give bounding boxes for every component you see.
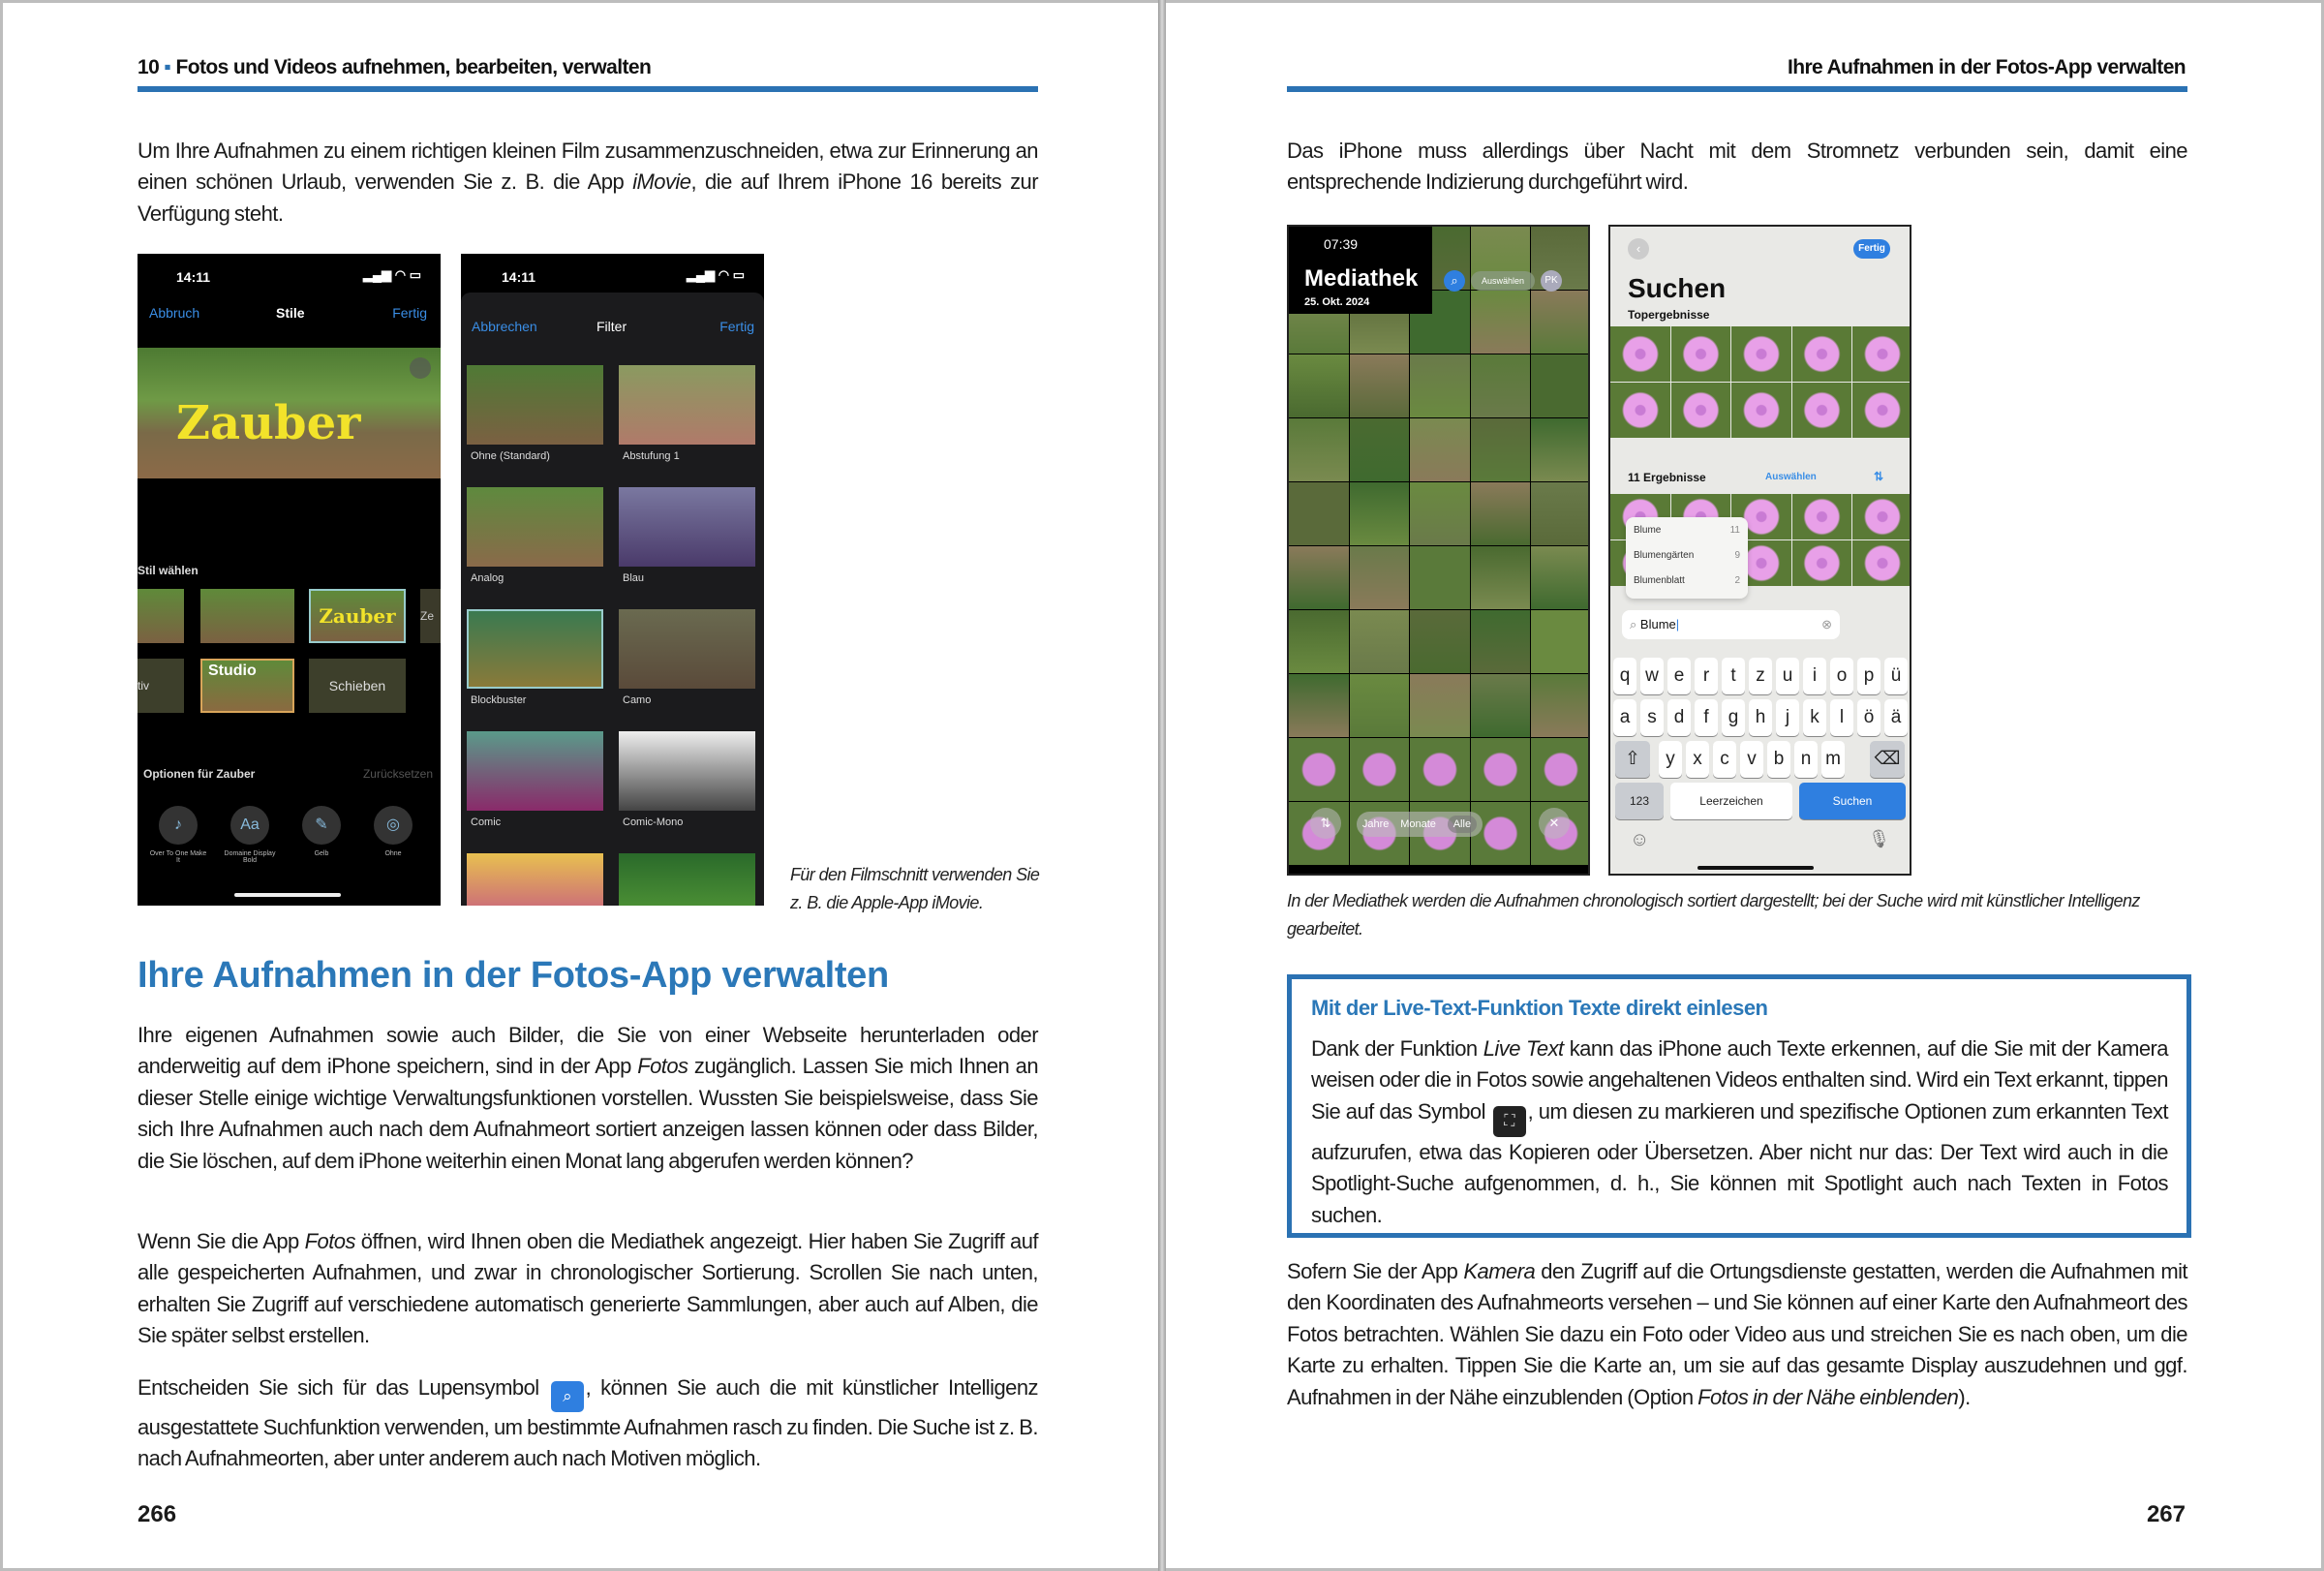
photo-thumbnail[interactable] [1410, 418, 1470, 481]
sort-icon[interactable]: ⇅ [1310, 808, 1341, 839]
keyboard-key[interactable]: w [1640, 658, 1664, 694]
segment-all[interactable]: Alle [1448, 816, 1477, 833]
photo-thumbnail[interactable] [1531, 610, 1590, 673]
photo-thumbnail[interactable] [1350, 546, 1410, 609]
style-thumb[interactable]: tiv [138, 659, 184, 713]
photo-thumbnail[interactable] [1852, 383, 1911, 438]
photo-thumbnail[interactable] [1471, 418, 1531, 481]
cancel-button[interactable]: Abbruch [149, 305, 200, 321]
keyboard-key[interactable]: x [1686, 741, 1709, 778]
keyboard-key[interactable]: h [1749, 699, 1772, 736]
keyboard-key[interactable]: b [1767, 741, 1790, 778]
running-header: Ihre Aufnahmen in der Fotos-App verwalten [1788, 56, 2186, 78]
keyboard-key[interactable]: ä [1884, 699, 1908, 736]
preview-image [138, 348, 441, 478]
backspace-key[interactable]: ⌫ [1870, 741, 1905, 778]
suggestion-term[interactable]: Blumenblatt [1634, 575, 1685, 586]
filter-label: Comic [471, 816, 502, 828]
filter-thumbnail[interactable] [467, 731, 603, 811]
header-rule [138, 86, 1038, 92]
select-button[interactable]: Auswählen [1765, 472, 1817, 482]
keyboard-key[interactable]: t [1722, 658, 1745, 694]
keyboard-key[interactable]: r [1695, 658, 1718, 694]
style-thumb[interactable]: Schieben [309, 659, 406, 713]
keyboard-key[interactable]: p [1857, 658, 1881, 694]
filter-label: Analog [471, 572, 505, 584]
filter-label: Camo [623, 694, 652, 706]
photo-thumbnail[interactable] [1410, 610, 1470, 673]
screen-title: Stile [276, 305, 305, 321]
keyboard-key[interactable]: z [1749, 658, 1772, 694]
keyboard-key[interactable]: f [1695, 699, 1718, 736]
photo-thumbnail[interactable] [1471, 291, 1531, 354]
book-spine [1158, 0, 1166, 1571]
filter-thumbnail[interactable] [619, 731, 755, 811]
keyboard-key[interactable]: e [1667, 658, 1691, 694]
option-button[interactable]: ♪ [159, 806, 198, 845]
photo-thumbnail[interactable] [1531, 291, 1590, 354]
right-page [1166, 0, 2324, 1571]
option-label: Over To One Make It [149, 850, 207, 864]
option-button[interactable]: ✎ [302, 806, 341, 845]
top-results-label: Topergebnisse [1628, 308, 1710, 322]
photo-thumbnail[interactable] [1471, 354, 1531, 417]
photo-thumbnail[interactable] [1410, 546, 1470, 609]
home-indicator [1697, 866, 1814, 870]
cancel-button[interactable]: Abbrechen [472, 319, 537, 334]
photo-thumbnail[interactable] [1289, 738, 1349, 801]
numbers-key[interactable]: 123 [1615, 783, 1664, 819]
photo-thumbnail[interactable] [1350, 354, 1410, 417]
paragraph: Wenn Sie die App Fotos öffnen, wird Ihnen oben die Mediathek angezeigt. Hier haben Sie Zugriff auf alle gespeicherten Aufnahmen, und zwar in chronologischer Sortierung. Scrollen Sie nach unten, erhalten Sie Zugriff auf verschiedene automatisch generierte Sammlungen, aber auch auf Alben, die Sie später selbst erstellen. [138, 1229, 1038, 1348]
filter-thumbnail[interactable] [619, 487, 755, 567]
keyboard-key[interactable]: m [1821, 741, 1845, 778]
clear-icon[interactable]: ⊗ [1821, 617, 1832, 631]
done-button[interactable]: Fertig [392, 305, 427, 321]
intro-paragraph: Das iPhone muss allerdings über Nacht mit dem Stromnetz verbunden sein, damit eine entsprechende Indizierung durchgeführt wird. [1287, 139, 2187, 195]
status-time: 14:11 [176, 269, 211, 285]
photo-thumbnail[interactable] [1289, 354, 1349, 417]
photo-thumbnail[interactable] [1289, 482, 1349, 545]
filter-thumbnail[interactable] [619, 609, 755, 689]
search-query: Blume [1639, 617, 1676, 631]
filter-label: Abstufung 1 [623, 450, 680, 462]
photo-thumbnail[interactable] [1350, 482, 1410, 545]
photo-thumbnail[interactable] [1531, 674, 1590, 737]
select-button[interactable]: Auswählen [1471, 271, 1535, 291]
date-label: 25. Okt. 2024 [1304, 296, 1370, 308]
bullet-separator: ▪ [164, 56, 171, 78]
filter-thumbnail[interactable] [619, 365, 755, 445]
photo-thumbnail[interactable] [1350, 418, 1410, 481]
photo-thumbnail[interactable] [1410, 354, 1470, 417]
photo-thumbnail[interactable] [1471, 674, 1531, 737]
keyboard-key[interactable]: g [1722, 699, 1745, 736]
screenshot-imovie-styles [138, 254, 441, 906]
screenshot-photos-library [1287, 225, 1590, 876]
figure-caption: In der Mediathek werden die Aufnahmen chronologisch sortiert dargestellt; bei der Suche wird mit künstlicher Intelligenz gearbeitet. [1287, 891, 2140, 939]
suggestion-term[interactable]: Blumengärten [1634, 550, 1695, 561]
back-icon[interactable]: ‹ [1628, 238, 1649, 260]
filter-thumbnail[interactable] [467, 609, 603, 689]
style-thumb[interactable] [200, 589, 294, 643]
options-title: Optionen für Zauber [143, 767, 256, 781]
keyboard-key[interactable]: d [1667, 699, 1691, 736]
screen-title: Suchen [1628, 273, 1727, 303]
photo-thumbnail[interactable] [1531, 546, 1590, 609]
figure-caption: Für den Filmschnitt verwenden Sie z. B. die Apple-App iMovie. [790, 865, 1040, 912]
photo-thumbnail[interactable] [1410, 482, 1470, 545]
photo-thumbnail[interactable] [1731, 383, 1791, 438]
photo-thumbnail[interactable] [1350, 738, 1410, 801]
magnifier-icon: ⌕ [551, 1381, 584, 1412]
paragraph: Sofern Sie der App Kamera den Zugriff auf die Ortungsdienste gestatten, werden die Aufnahmen mit den Koordinaten des Aufnahmeorts versehen – und Sie können auf einer Karte den Aufnahmeort des Fotos betrachten. Wählen Sie dazu ein Foto oder Video aus und streichen Sie es nach oben, um die Karte zu erhalten. Tippen Sie die Karte an, um sie auf das gesamte Display auszudehnen und ggf. Aufnahmen in der Nähe einzublenden (Option Fotos in der Nähe einblenden). [1287, 1259, 2187, 1409]
results-count: 11 Ergebnisse [1628, 471, 1706, 484]
paragraph: Ihre eigenen Aufnahmen sowie auch Bilder, die Sie von einer Webseite herunterladen oder anderweitig auf dem iPhone speichern, sind in der App Fotos zugänglich. Lassen Sie mich Ihnen an dieser Stelle einige wichtige Verwaltungsfunktionen vorstellen. Wussten Sie beispielsweise, dass Sie sich Ihre Aufnahmen auch nach dem Aufnahmeort sortiert anzeigen lassen können oder dass Bilder, die Sie löschen, auf dem iPhone weiterhin einen Monat lang abgerufen werden können? [138, 1023, 1039, 1173]
photo-thumbnail[interactable] [1610, 326, 1670, 382]
page-number: 266 [138, 1501, 177, 1527]
chapter-number: 10 [138, 56, 160, 78]
photo-thumbnail[interactable] [1671, 326, 1731, 382]
home-indicator [234, 893, 341, 897]
photo-thumbnail[interactable] [1531, 354, 1590, 417]
keyboard-key[interactable]: y [1659, 741, 1682, 778]
title-overlay: Zauber [176, 396, 361, 450]
keyboard-key[interactable]: ö [1857, 699, 1881, 736]
keyboard-key[interactable]: l [1830, 699, 1853, 736]
view-segmented-control[interactable] [1357, 812, 1483, 837]
section-heading: Ihre Aufnahmen in der Fotos-App verwalten [138, 955, 889, 996]
filter-thumbnail[interactable] [467, 487, 603, 567]
photo-thumbnail[interactable] [1852, 540, 1911, 586]
option-label: Domaine Display Bold [224, 850, 276, 864]
left-page [0, 0, 1161, 1571]
filter-thumbnail[interactable] [619, 853, 755, 906]
avatar[interactable]: PK [1541, 270, 1562, 292]
photo-thumbnail[interactable] [1852, 494, 1911, 539]
photo-thumbnail[interactable] [1350, 610, 1410, 673]
close-icon[interactable]: ✕ [1539, 808, 1570, 839]
photo-thumbnail[interactable] [1792, 326, 1852, 382]
space-key[interactable]: Leerzeichen [1670, 783, 1792, 819]
segment-months[interactable]: Monate [1400, 818, 1436, 830]
emoji-icon[interactable]: ☺ [1630, 829, 1650, 850]
shift-key[interactable]: ⇧ [1615, 741, 1650, 778]
header-rule [1287, 86, 2187, 92]
screen-title: Filter [596, 319, 627, 334]
keyboard-key[interactable]: j [1776, 699, 1799, 736]
photo-thumbnail[interactable] [1792, 540, 1852, 586]
keyboard-key[interactable]: i [1803, 658, 1826, 694]
filter-label: Blau [623, 572, 645, 584]
status-time: 14:11 [502, 269, 536, 285]
keyboard-key[interactable]: ü [1884, 658, 1908, 694]
style-thumb[interactable]: Studio [200, 659, 294, 713]
style-thumb[interactable]: Ze [420, 589, 441, 643]
photo-thumbnail[interactable] [1471, 610, 1531, 673]
running-header [138, 56, 651, 79]
photo-thumbnail[interactable] [1289, 674, 1349, 737]
photo-thumbnail[interactable] [1289, 418, 1349, 481]
keyboard-key[interactable]: s [1640, 699, 1664, 736]
tip-box [1287, 974, 2191, 1238]
filter-thumbnail[interactable] [467, 853, 603, 906]
option-button[interactable]: ◎ [374, 806, 413, 845]
photo-thumbnail[interactable] [1471, 738, 1531, 801]
reset-button[interactable]: Zurücksetzen [362, 767, 433, 781]
keyboard-key[interactable]: q [1613, 658, 1636, 694]
chapter-title: Fotos und Videos aufnehmen, bearbeiten, verwalten [175, 56, 652, 78]
sort-icon[interactable]: ⇅ [1874, 470, 1884, 483]
photo-thumbnail[interactable] [1671, 383, 1731, 438]
photo-thumbnail[interactable] [1852, 326, 1911, 382]
photo-thumbnail[interactable] [1410, 674, 1470, 737]
photo-thumbnail[interactable] [1531, 418, 1590, 481]
screenshot-imovie-filters [461, 254, 764, 906]
style-thumb-selected[interactable]: Zauber [309, 589, 406, 643]
section-label: Stil wählen [138, 564, 199, 577]
filter-label: Blockbuster [471, 694, 527, 706]
keyboard-key[interactable]: a [1613, 699, 1636, 736]
status-icons: ▂▄▆ ◠ ▭ [362, 267, 421, 282]
status-time: 07:39 [1324, 236, 1359, 252]
option-button[interactable]: Aa [230, 806, 269, 845]
search-input[interactable]: ⌕ Blume| ⊗ [1622, 610, 1840, 639]
photo-thumbnail[interactable] [1792, 494, 1852, 539]
keyboard-key[interactable]: k [1803, 699, 1826, 736]
search-icon[interactable]: ⌕ [1444, 270, 1465, 292]
filter-label: Comic-Mono [623, 816, 684, 828]
option-label: Gelb [314, 850, 329, 857]
search-key[interactable]: Suchen [1799, 783, 1906, 819]
photo-thumbnail[interactable] [1471, 482, 1531, 545]
search-icon: ⌕ [1630, 617, 1640, 631]
keyboard-key[interactable]: o [1830, 658, 1853, 694]
screen-title: Mediathek [1304, 265, 1419, 292]
tip-title: Mit der Live-Text-Funktion Texte direkt einlesen [1311, 996, 1768, 1020]
suggestion-count: 2 [1734, 575, 1740, 586]
magic-icon[interactable] [410, 357, 431, 379]
segment-years[interactable]: Jahre [1361, 818, 1390, 830]
suggestion-term[interactable]: Blume [1634, 525, 1662, 536]
photo-thumbnail[interactable] [1471, 802, 1531, 865]
live-text-icon: ⛶ [1493, 1106, 1526, 1137]
done-button[interactable]: Fertig [1853, 239, 1890, 259]
microphone-icon[interactable]: 🎙 [1868, 829, 1890, 848]
page-number: 267 [2146, 1501, 2186, 1527]
photo-thumbnail[interactable] [1531, 482, 1590, 545]
photo-thumbnail[interactable] [1731, 326, 1791, 382]
paragraph: Entscheiden Sie sich für das Lupensymbol ⌕ , können Sie auch die mit künstlicher Intelligenz ausgestattete Suchfunktion verwenden, um bestimmte Aufnahmen rasch zu finden. Die Suche ist z. B. nach Aufnahmeorten, aber unter anderem auch nach Motiven möglich. [138, 1375, 1038, 1471]
photo-thumbnail[interactable] [1289, 610, 1349, 673]
keyboard-key[interactable]: v [1740, 741, 1763, 778]
photo-thumbnail[interactable] [1410, 738, 1470, 801]
done-button[interactable]: Fertig [719, 319, 754, 334]
keyboard-key[interactable]: n [1794, 741, 1818, 778]
photo-thumbnail[interactable] [1350, 674, 1410, 737]
tip-text: Dank der Funktion Live Text kann das iPhone auch Texte erkennen, auf die Sie mit der Kamera weisen oder die in Fotos sowie angehaltenen Videos enthalten sind. Wird ein Text erkannt, tippen Sie auf das Symbol ⛶ , um diesen zu markieren und spezifische Optionen zum erkannten Text aufzurufen, etwa das Kopieren oder Übersetzen. Aber nicht nur das: Der Text wird auch in die Spotlight-Suche aufgenommen, d. h., Sie können mit Spotlight auch nach Texten in Fotos suchen. [1311, 1036, 2168, 1227]
photo-thumbnail[interactable] [1471, 546, 1531, 609]
style-thumb[interactable] [138, 589, 184, 643]
filter-thumbnail[interactable] [467, 365, 603, 445]
suggestion-count: 11 [1729, 525, 1740, 536]
screenshot-photos-search [1608, 225, 1911, 876]
suggestions-popup [1626, 517, 1748, 599]
suggestion-count: 9 [1734, 550, 1740, 561]
filter-label: Ohne (Standard) [471, 450, 550, 462]
intro-paragraph: Um Ihre Aufnahmen zu einem richtigen kleinen Film zusammenzuschneiden, etwa zur Erinnerung an einen schönen Urlaub, verwenden Sie z. B. die App iMovie, die auf Ihrem iPhone 16 bereits zur Verfügung steht. [138, 139, 1038, 226]
status-icons: ▂▄▆ ◠ ▭ [686, 267, 745, 282]
option-label: Ohne [384, 850, 402, 857]
photo-thumbnail[interactable] [1792, 383, 1852, 438]
keyboard-key[interactable]: c [1713, 741, 1736, 778]
photo-thumbnail[interactable] [1289, 546, 1349, 609]
photo-thumbnail[interactable] [1610, 383, 1670, 438]
keyboard-key[interactable]: u [1776, 658, 1799, 694]
photo-thumbnail[interactable] [1531, 738, 1590, 801]
